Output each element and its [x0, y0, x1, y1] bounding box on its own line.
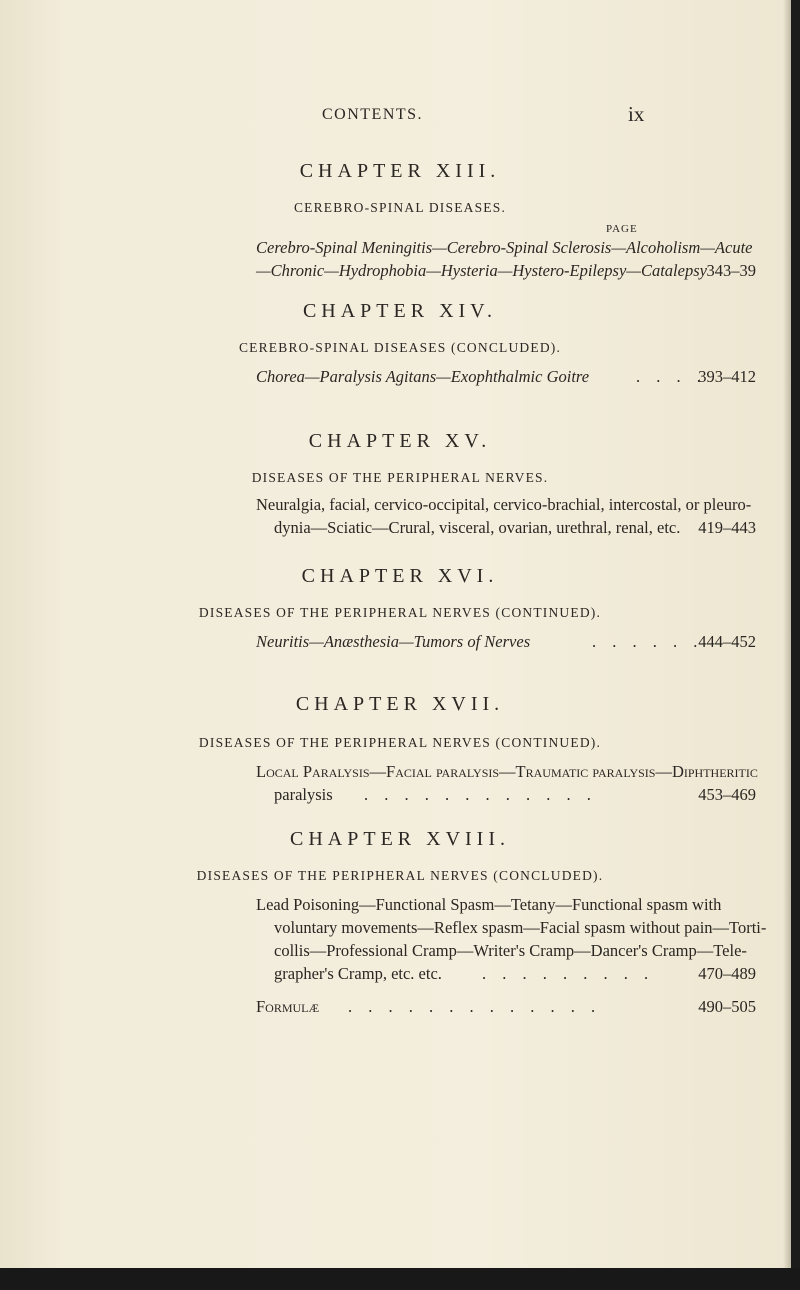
page-number: ix: [628, 102, 645, 126]
chapter-xvii-title: CHAPTER XVII.: [295, 693, 505, 715]
entry-line: [256, 995, 756, 1018]
bottom-edge-bar: [0, 1268, 800, 1290]
leader-dots: . . . . . . . . . . . .: [364, 785, 597, 804]
chapter-xviii-subtitle: DISEASES OF THE PERIPHERAL NERVES (CONCLUDED).: [196, 868, 604, 883]
running-title: CONTENTS.: [322, 106, 424, 123]
entry-text: Local Paralysis—Facial paralysis—Traumatic paralysis—Diphtheritic: [256, 762, 758, 781]
entry-text: Neuralgia, facial, cervico-occipital, cervico-brachial, intercostal, or pleuro-: [256, 495, 752, 514]
chapter-xiv-subtitle: CEREBRO-SPINAL DISEASES (CONCLUDED).: [238, 340, 562, 355]
chapter-xiii-entry: [256, 236, 756, 282]
entry-text: Lead Poisoning—Functional Spasm—Tetany—Functional spasm with: [256, 895, 722, 914]
chapter-xviii-entry: [256, 893, 767, 985]
leader-dots: . . . . . .: [592, 632, 704, 651]
entry-line: [256, 259, 756, 282]
entry-line: [256, 939, 756, 962]
entry-text: —Chronic—Hydrophobia—Hysteria—Hystero-Epilepsy—Catalepsy: [256, 261, 707, 280]
page-column-label: PAGE: [606, 223, 638, 235]
chapter-xvi-title: CHAPTER XVI.: [301, 565, 499, 587]
entry-text: grapher's Cramp, etc. etc.: [274, 964, 442, 983]
entry-text: Formulæ: [256, 997, 320, 1016]
chapter-xv-title: CHAPTER XV.: [308, 430, 492, 452]
leader-dots: . . . .: [636, 367, 707, 386]
page-range: 470–489: [698, 964, 756, 983]
chapter-xvii-subtitle: DISEASES OF THE PERIPHERAL NERVES (CONTINUED).: [198, 735, 602, 750]
page-range: 490–505: [698, 997, 756, 1016]
chapter-xviii-title: CHAPTER XVIII.: [290, 828, 510, 850]
entry-text: voluntary movements—Reflex spasm—Facial spasm without pain—Torti-: [274, 918, 767, 937]
page-range: 444–452: [698, 632, 756, 651]
leader-dots: . . . . . . . . . . . . .: [348, 997, 602, 1016]
page-range: 419–443: [698, 518, 756, 537]
chapter-xiv-title: CHAPTER XIV.: [302, 300, 498, 322]
entry-line: [256, 783, 756, 806]
chapter-xv-subtitle: DISEASES OF THE PERIPHERAL NERVES.: [251, 470, 549, 485]
spine-shadow: [783, 0, 791, 1290]
entry-line: [256, 916, 767, 939]
page-range: 453–469: [698, 785, 756, 804]
chapter-xvi-entry: [256, 630, 756, 653]
chapter-xvi-subtitle: DISEASES OF THE PERIPHERAL NERVES (CONTINUED).: [198, 605, 602, 620]
chapter-xv-entry: [256, 493, 756, 539]
right-edge-bar: [791, 0, 800, 1290]
leader-dots: . . . . . . . . .: [482, 964, 655, 983]
formulae-entry: [256, 995, 756, 1018]
entry-line: [256, 365, 756, 388]
entry-text: collis—Professional Cramp—Writer's Cramp—Dancer's Cramp—Tele-: [274, 941, 747, 960]
running-head: [0, 102, 800, 128]
entry-text: Neuritis—Anæsthesia—Tumors of Nerves: [256, 632, 531, 651]
page-range: 343–39: [706, 261, 756, 280]
entry-line: [256, 493, 756, 516]
entry-text: Chorea—Paralysis Agitans—Exophthalmic Goitre: [256, 367, 590, 386]
chapter-xiv-entry: [256, 365, 756, 388]
entry-line: [256, 962, 756, 985]
entry-line: [256, 516, 756, 539]
chapter-xiii-title: CHAPTER XIII.: [299, 160, 501, 182]
entry-line: [256, 893, 756, 916]
entry-line: [256, 760, 756, 783]
page-range: 393–412: [698, 367, 756, 386]
entry-text: dynia—Sciatic—Crural, visceral, ovarian, urethral, renal, etc.: [274, 518, 681, 537]
entry-line: [256, 236, 756, 259]
entry-text: paralysis: [274, 785, 333, 804]
chapter-xiii-subtitle: CEREBRO-SPINAL DISEASES.: [293, 200, 507, 215]
chapter-xvii-entry: [256, 760, 756, 806]
entry-text: Cerebro-Spinal Meningitis—Cerebro-Spinal Sclerosis—Alcoholism—Acute: [256, 238, 753, 257]
entry-line: [256, 630, 756, 653]
